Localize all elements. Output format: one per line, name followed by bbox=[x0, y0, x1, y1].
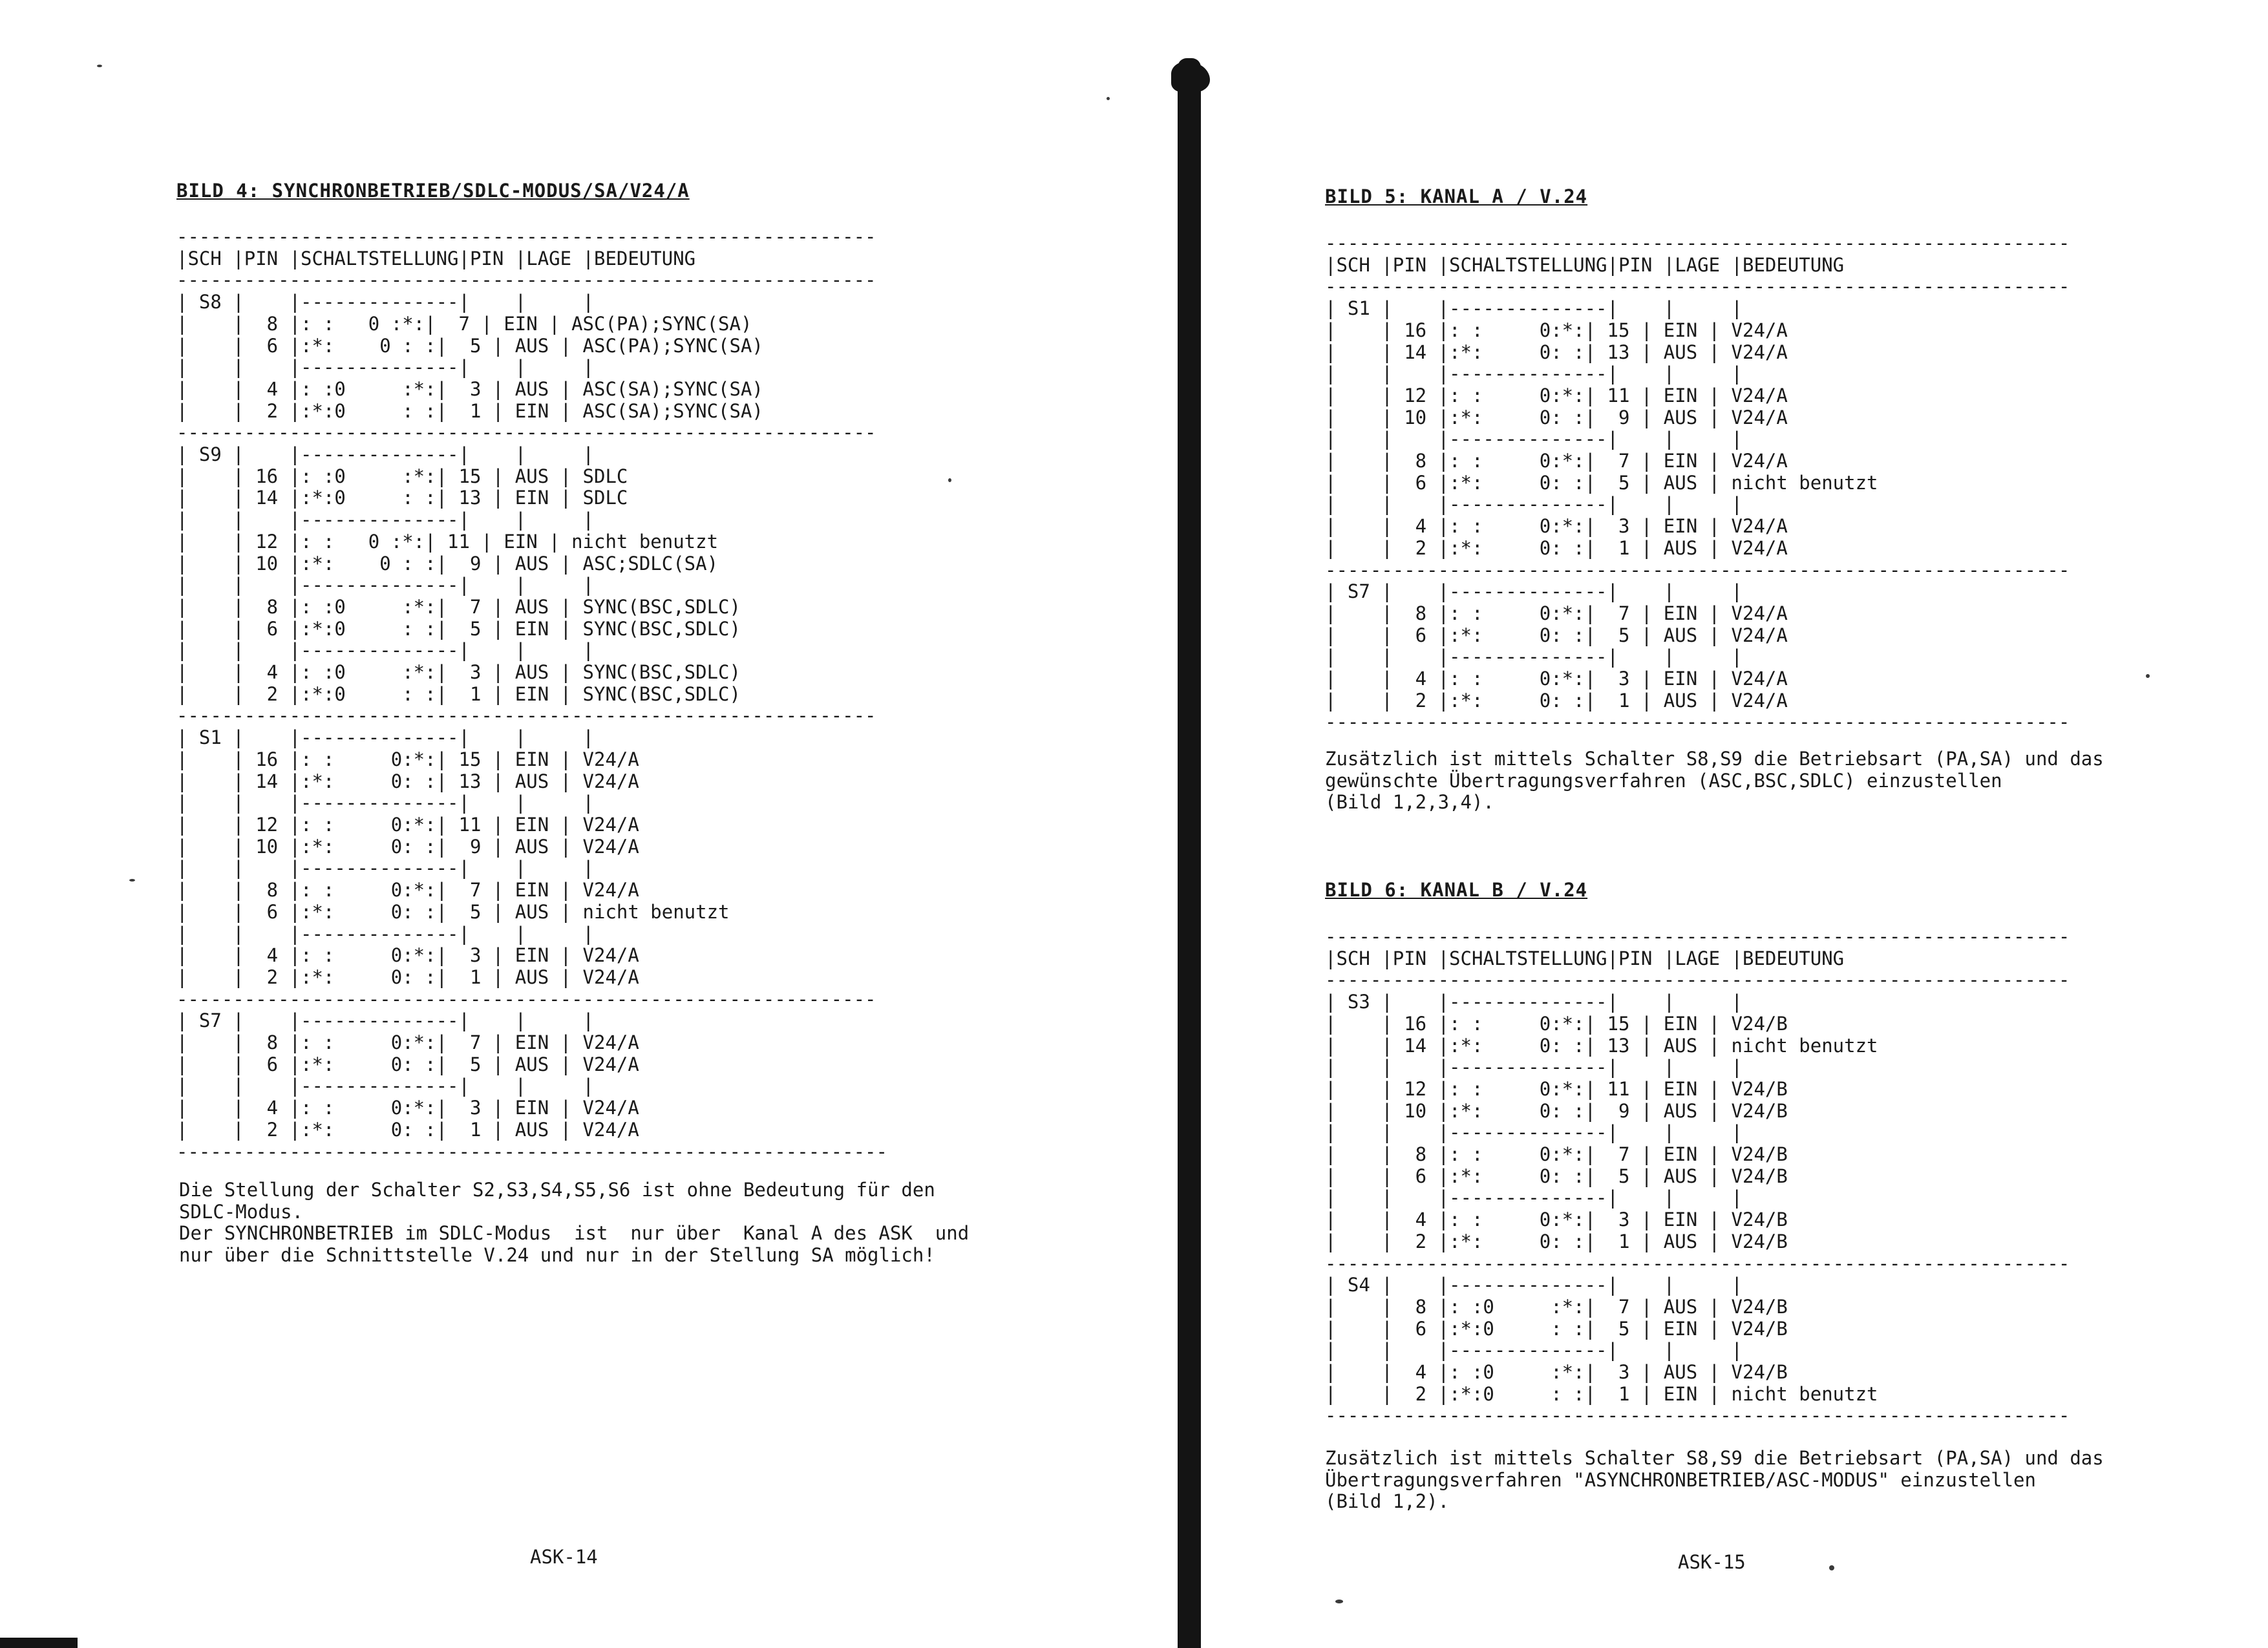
table-row: | | |--------------| | | bbox=[1325, 1121, 1743, 1144]
table-row: | | |--------------| | | bbox=[176, 356, 595, 379]
table-row: ------------------------------------------------------------------ bbox=[1325, 925, 2070, 947]
table-row: -------------------------------------------------------------- bbox=[176, 421, 876, 444]
table-row: | | |--------------| | | bbox=[176, 857, 595, 880]
table-row: | | 2 |:*:0 : :| 1 | EIN | ASC(SA);SYNC(SA) bbox=[176, 399, 763, 422]
table-row: | | 8 |: : 0:*:| 7 | EIN | V24/A bbox=[176, 879, 639, 902]
table-row: | | |--------------| | | bbox=[176, 509, 595, 531]
table-row: | | 14 |:*: 0: :| 13 | AUS | nicht benutzt bbox=[1325, 1034, 1878, 1057]
table-row: -------------------------------------------------------------- bbox=[176, 269, 876, 291]
figure-4-switch-table bbox=[176, 226, 887, 1163]
table-row: | S1 | |--------------| | | bbox=[1325, 297, 1743, 320]
table-row: | | 16 |: :0 :*:| 15 | AUS | SDLC bbox=[176, 465, 628, 487]
figure-4-heading: BILD 4: SYNCHRONBETRIEB/SDLC-MODUS/SA/V24/A bbox=[176, 180, 690, 202]
table-row: -------------------------------------------------------------- bbox=[176, 226, 876, 248]
figure-6-note: Zusätzlich ist mittels Schalter S8,S9 die Betriebsart (PA,SA) und das Übertragungsverfahren "ASYNCHRONBETRIEB/ASC-MODUS" einzustellen (Bild 1,2). bbox=[1325, 1447, 2104, 1512]
scan-speck bbox=[97, 65, 102, 67]
figure-5-note: Zusätzlich ist mittels Schalter S8,S9 die Betriebsart (PA,SA) und das gewünschte Übertragungsverfahren (ASC,BSC,SDLC) einzustellen (Bild 1,2,3,4). bbox=[1325, 748, 2104, 813]
table-row: -------------------------------------------------------------- bbox=[176, 988, 876, 1010]
table-row: | | 14 |:*:0 : :| 13 | EIN | SDLC bbox=[176, 487, 628, 509]
scan-speck bbox=[1107, 97, 1110, 100]
table-row: | S4 | |--------------| | | bbox=[1325, 1274, 1743, 1296]
table-row: | | |--------------| | | bbox=[176, 792, 595, 814]
table-row: | | 8 |: : 0:*:| 7 | EIN | V24/A bbox=[1325, 450, 1788, 472]
table-row: | | |--------------| | | bbox=[1325, 493, 1743, 516]
table-row: | | 8 |: : 0:*:| 7 | EIN | V24/A bbox=[176, 1031, 639, 1054]
page-number-left: ASK-14 bbox=[530, 1546, 598, 1568]
table-row: | | 10 |:*: 0: :| 9 | AUS | V24/A bbox=[1325, 406, 1788, 428]
table-row: | | 8 |: :0 :*:| 7 | AUS | SYNC(BSC,SDLC) bbox=[176, 595, 741, 618]
table-row: | | 2 |:*:0 : :| 1 | EIN | SYNC(BSC,SDLC) bbox=[176, 682, 741, 705]
table-row: | | 2 |:*:0 : :| 1 | EIN | nicht benutzt bbox=[1325, 1382, 1878, 1405]
scan-speck bbox=[2146, 674, 2150, 678]
table-row: | S1 | |--------------| | | bbox=[176, 726, 595, 749]
table-row: | | 2 |:*: 0: :| 1 | AUS | V24/A bbox=[1325, 689, 1788, 712]
table-row: | | |--------------| | | bbox=[176, 639, 595, 662]
figure-4-note: Die Stellung der Schalter S2,S3,S4,S5,S6 ist ohne Bedeutung für den SDLC-Modus. Der SYNCHRONBETRIEB im SDLC-Modus ist nur über Kanal A des ASK und nur über die Schnittstelle V.24 und nur in der Stellung SA möglich! bbox=[179, 1179, 970, 1266]
table-row: ------------------------------------------------------------------ bbox=[1325, 1404, 2070, 1427]
table-row: | | 6 |:*: 0: :| 5 | AUS | V24/A bbox=[1325, 624, 1788, 646]
table-row: | | 2 |:*: 0: :| 1 | AUS | V24/B bbox=[1325, 1230, 1788, 1252]
table-row: | | |--------------| | | bbox=[176, 1075, 595, 1097]
table-row: | | 6 |:*:0 : :| 5 | EIN | V24/B bbox=[1325, 1317, 1788, 1340]
table-row: ------------------------------------------------------------------ bbox=[1325, 711, 2070, 734]
table-row: -------------------------------------------------------------- bbox=[176, 704, 876, 727]
table-row: | | 12 |: : 0:*:| 11 | EIN | V24/A bbox=[1325, 384, 1788, 407]
figure-5-switch-table bbox=[1325, 233, 2070, 734]
table-row: ------------------------------------------------------------------ bbox=[1325, 558, 2070, 581]
table-row: |SCH |PIN |SCHALTSTELLUNG|PIN |LAGE |BEDEUTUNG bbox=[1325, 947, 1845, 969]
scan-speck bbox=[1335, 1600, 1343, 1603]
scan-speck bbox=[129, 879, 135, 882]
table-row: ------------------------------------------------------------------ bbox=[1325, 275, 2070, 298]
table-row: | | 6 |:*: 0: :| 5 | AUS | nicht benutzt bbox=[1325, 471, 1878, 494]
scan-speck bbox=[1829, 1565, 1834, 1570]
table-row: | | 4 |: :0 :*:| 3 | AUS | SYNC(BSC,SDLC) bbox=[176, 661, 741, 684]
table-row: | S7 | |--------------| | | bbox=[1325, 580, 1743, 603]
table-row: | | |--------------| | | bbox=[176, 574, 595, 597]
table-row: | | 10 |:*: 0 : :| 9 | AUS | ASC;SDLC(SA) bbox=[176, 552, 719, 575]
table-row: | S7 | |--------------| | | bbox=[176, 1009, 595, 1032]
figure-5-heading: BILD 5: KANAL A / V.24 bbox=[1325, 185, 1588, 207]
table-row: | | 16 |: : 0:*:| 15 | EIN | V24/A bbox=[176, 748, 639, 770]
figure-6-switch-table bbox=[1325, 926, 2070, 1427]
table-row: | | 6 |:*: 0: :| 5 | AUS | V24/B bbox=[1325, 1165, 1788, 1187]
scan-speck bbox=[948, 478, 951, 482]
table-row: | | 10 |:*: 0: :| 9 | AUS | V24/B bbox=[1325, 1099, 1788, 1122]
table-row: | | |--------------| | | bbox=[1325, 1056, 1743, 1079]
table-row: | | 2 |:*: 0: :| 1 | AUS | V24/A bbox=[176, 1118, 639, 1141]
spine-top-blot bbox=[1171, 61, 1210, 92]
table-row: | | 10 |:*: 0: :| 9 | AUS | V24/A bbox=[176, 835, 639, 858]
table-row: | | 6 |:*: 0: :| 5 | AUS | nicht benutzt bbox=[176, 900, 730, 923]
table-row: | | 2 |:*: 0: :| 1 | AUS | V24/A bbox=[176, 966, 639, 988]
table-row: |SCH |PIN |SCHALTSTELLUNG|PIN |LAGE |BEDEUTUNG bbox=[176, 247, 696, 269]
table-row: | | 4 |: :0 :*:| 3 | AUS | ASC(SA);SYNC(SA) bbox=[176, 377, 763, 400]
table-row: | | 6 |:*: 0 : :| 5 | AUS | ASC(PA);SYNC(SA) bbox=[176, 334, 763, 357]
figure-6-heading: BILD 6: KANAL B / V.24 bbox=[1325, 879, 1588, 901]
table-row: | | |--------------| | | bbox=[1325, 646, 1743, 668]
book-spine-shadow bbox=[1178, 58, 1201, 1648]
table-row: | | 8 |: :0 :*:| 7 | AUS | V24/B bbox=[1325, 1295, 1788, 1318]
table-row: | | |--------------| | | bbox=[1325, 1339, 1743, 1362]
table-row: | | |--------------| | | bbox=[1325, 363, 1743, 385]
table-row: | | 4 |: : 0:*:| 3 | EIN | V24/A bbox=[176, 1097, 639, 1119]
table-row: | | 4 |: : 0:*:| 3 | EIN | V24/A bbox=[176, 944, 639, 967]
table-row: | | 14 |:*: 0: :| 13 | AUS | V24/A bbox=[1325, 341, 1788, 363]
table-row: ------------------------------------------------------------------ bbox=[1325, 969, 2070, 991]
table-row: ------------------------------------------------------------------ bbox=[1325, 1252, 2070, 1274]
table-row: | | 12 |: : 0 :*:| 11 | EIN | nicht benutzt bbox=[176, 530, 719, 553]
table-row: | | 8 |: : 0:*:| 7 | EIN | V24/A bbox=[1325, 602, 1788, 624]
table-row: | | 16 |: : 0:*:| 15 | EIN | V24/A bbox=[1325, 319, 1788, 341]
table-row: | | 2 |:*: 0: :| 1 | AUS | V24/A bbox=[1325, 536, 1788, 559]
table-row: | | 4 |: : 0:*:| 3 | EIN | V24/B bbox=[1325, 1209, 1788, 1231]
table-row: | | 16 |: : 0:*:| 15 | EIN | V24/B bbox=[1325, 1012, 1788, 1035]
table-row: | S8 | |--------------| | | bbox=[176, 291, 595, 313]
table-row: | | 8 |: : 0 :*:| 7 | EIN | ASC(PA);SYNC(SA) bbox=[176, 312, 752, 335]
table-row: | S3 | |--------------| | | bbox=[1325, 991, 1743, 1013]
table-row: | | 6 |:*:0 : :| 5 | EIN | SYNC(BSC,SDLC) bbox=[176, 617, 741, 640]
table-row: ------------------------------------------------------------------ bbox=[1325, 232, 2070, 254]
table-row: |SCH |PIN |SCHALTSTELLUNG|PIN |LAGE |BEDEUTUNG bbox=[1325, 253, 1845, 276]
table-row: | | 14 |:*: 0: :| 13 | AUS | V24/A bbox=[176, 770, 639, 792]
table-row: | | |--------------| | | bbox=[1325, 1187, 1743, 1209]
table-row: | | 4 |: : 0:*:| 3 | EIN | V24/A bbox=[1325, 515, 1788, 538]
table-row: | | 12 |: : 0:*:| 11 | EIN | V24/B bbox=[1325, 1077, 1788, 1100]
page-number-right: ASK-15 bbox=[1678, 1551, 1746, 1573]
table-row: | | 6 |:*: 0: :| 5 | AUS | V24/A bbox=[176, 1053, 639, 1075]
table-row: | | 12 |: : 0:*:| 11 | EIN | V24/A bbox=[176, 813, 639, 836]
table-row: | | |--------------| | | bbox=[1325, 428, 1743, 450]
table-row: --------------------------------------------------------------- bbox=[176, 1140, 887, 1163]
table-row: | | 4 |: : 0:*:| 3 | EIN | V24/A bbox=[1325, 668, 1788, 690]
table-row: | S9 | |--------------| | | bbox=[176, 443, 595, 466]
table-row: | | 4 |: :0 :*:| 3 | AUS | V24/B bbox=[1325, 1361, 1788, 1384]
table-row: | | |--------------| | | bbox=[176, 922, 595, 945]
table-row: | | 8 |: : 0:*:| 7 | EIN | V24/B bbox=[1325, 1143, 1788, 1166]
right-page bbox=[1215, 0, 2268, 1648]
